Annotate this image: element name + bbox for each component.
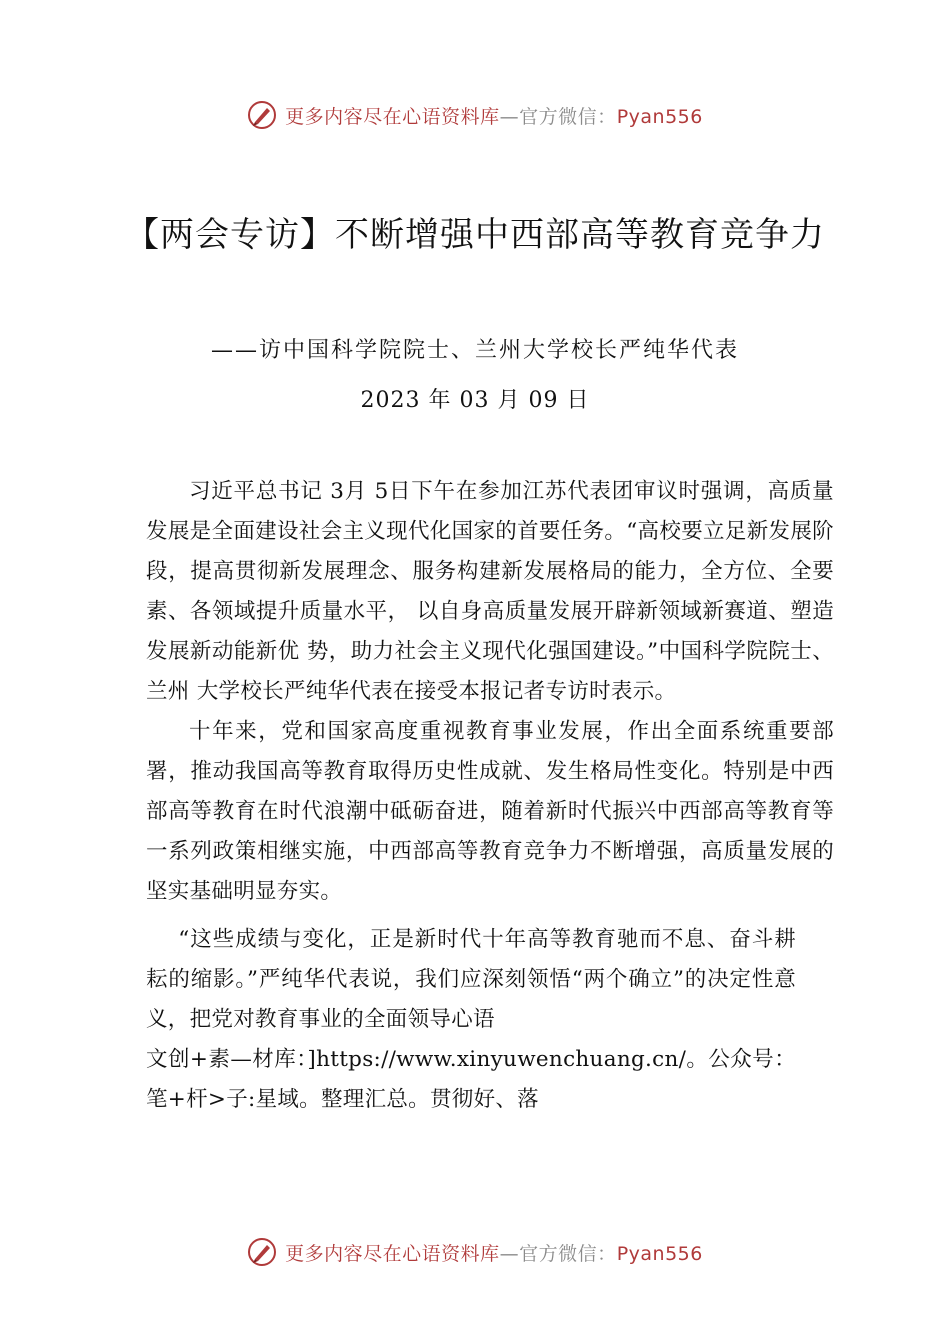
header-watermark xyxy=(0,95,950,135)
paragraph-tail: 文创+素—材库：]https://www.xinyuwenchuang.cn/。公众号：笔+杆>子:星域。整理汇总。贯彻好、落 xyxy=(146,1047,796,1112)
paragraph: “这些成绩与变化，正是新时代十年高等教育驰而不息、奋斗耕耘的缩影。”严纯华代表说，我们应深刻领悟“两个确立”的决定性意义，把党对教育事业的全面领导心语 xyxy=(146,927,796,1032)
quill-pen-logo-icon xyxy=(247,1237,277,1267)
watermark-handle: Pyan556 xyxy=(616,105,703,128)
watermark-label: —官方微信： xyxy=(499,105,617,128)
watermark-handle: Pyan556 xyxy=(616,1242,703,1265)
paragraph: 习近平总书记 3月 5日下午在参加江苏代表团审议时强调，高质量发展是全面建设社会主义现代化国家的首要任务。“高校要立足新发展阶段，提高贯彻新发展理念、服务构建新发展格局的能力，全方位、全要素、各领域提升质量水平， 以自身高质量发展开辟新领域新赛道、塑造发展新动能新优 势，助力社会主义现代化强国建设。”中国科学院院士、兰州 大学校长严纯华代表在接受本报记者专访时表示。 xyxy=(146,479,834,704)
watermark-prefix: 更多内容尽在心语资料库 xyxy=(285,105,500,128)
watermark-text xyxy=(285,102,703,129)
article-body xyxy=(146,472,834,1120)
article-title: 【两会专访】不断增强中西部高等教育竞争力 xyxy=(125,215,825,255)
footer-watermark xyxy=(0,1232,950,1272)
paragraph: 十年来，党和国家高度重视教育事业发展，作出全面系统重要部署，推动我国高等教育取得历史性成就、发生格局性变化。特别是中西部高等教育在时代浪潮中砥砺奋进，随着新时代振兴中西部高等教育等一系列政策相继实施，中西部高等教育竞争力不断增强，高质量发展的坚实基础明显夯实。 xyxy=(146,719,834,904)
article-subtitle: ——访中国科学院院士、兰州大学校长严纯华代表 xyxy=(210,338,739,363)
watermark-text xyxy=(285,1239,703,1266)
watermark-prefix: 更多内容尽在心语资料库 xyxy=(285,1242,500,1265)
article-date: 2023 年 03 月 09 日 xyxy=(360,388,590,413)
quill-pen-logo-icon xyxy=(247,100,277,130)
watermark-label: —官方微信： xyxy=(499,1242,617,1265)
